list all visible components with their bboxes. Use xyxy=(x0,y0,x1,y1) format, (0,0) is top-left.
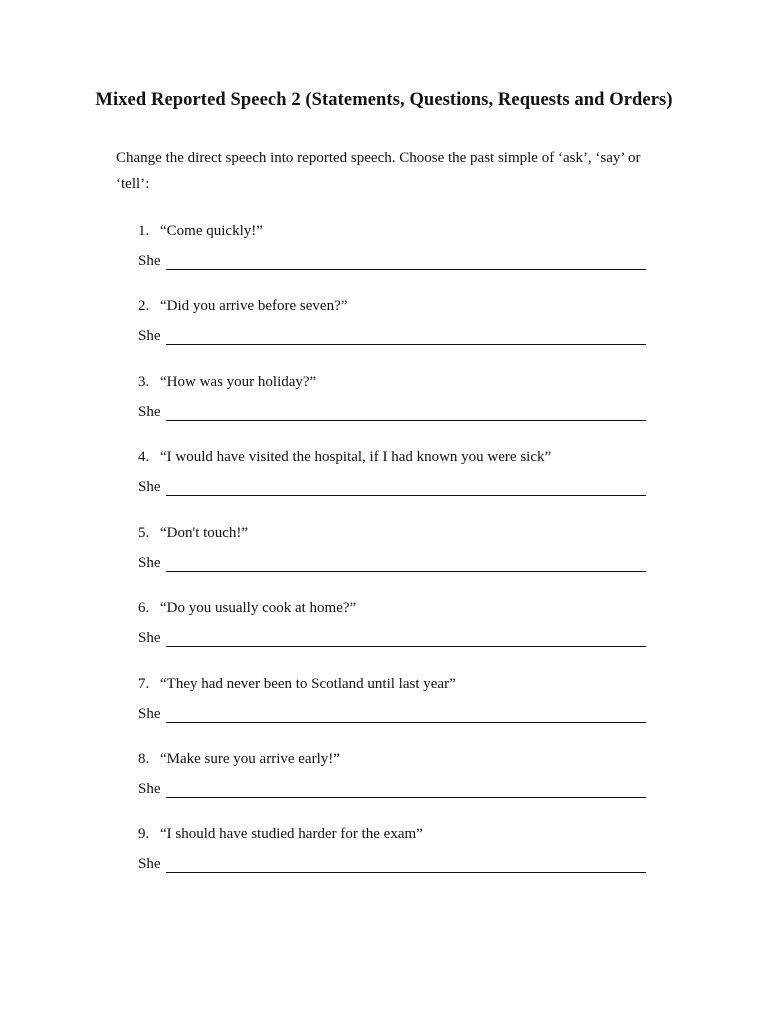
answer-line[interactable] xyxy=(166,328,647,345)
answer-prefix: She xyxy=(138,856,161,872)
answer-row xyxy=(138,772,646,798)
item-number: 7. xyxy=(138,676,150,692)
exercise-item xyxy=(138,371,646,421)
exercise-item xyxy=(138,673,646,723)
exercise-question xyxy=(138,371,646,393)
item-number: 8. xyxy=(138,751,150,767)
exercise-item xyxy=(138,220,646,270)
item-number: 9. xyxy=(138,826,150,842)
answer-line[interactable] xyxy=(166,404,647,421)
item-quote: “Did you arrive before seven?” xyxy=(160,298,348,314)
item-quote: “Do you usually cook at home?” xyxy=(160,600,357,616)
exercise-item xyxy=(138,295,646,345)
answer-prefix: She xyxy=(138,555,161,571)
answer-prefix: She xyxy=(138,706,161,722)
exercise-question xyxy=(138,522,646,544)
page-title: Mixed Reported Speech 2 (Statements, Questions, Requests and Orders) xyxy=(95,90,673,110)
exercise-item xyxy=(138,522,646,572)
answer-prefix: She xyxy=(138,404,161,420)
exercise-item xyxy=(138,597,646,647)
exercise-question xyxy=(138,673,646,695)
item-number: 1. xyxy=(138,223,150,239)
item-number: 2. xyxy=(138,298,150,314)
exercise-question xyxy=(138,823,646,845)
answer-row xyxy=(138,395,646,421)
exercise-question xyxy=(138,446,646,468)
item-quote: “Make sure you arrive early!” xyxy=(160,751,340,767)
answer-row xyxy=(138,847,646,873)
answer-line[interactable] xyxy=(166,706,647,723)
item-number: 5. xyxy=(138,525,150,541)
answer-row xyxy=(138,546,646,572)
exercise-item xyxy=(138,446,646,496)
exercise-question xyxy=(138,295,646,317)
answer-line[interactable] xyxy=(166,781,647,798)
answer-row xyxy=(138,470,646,496)
answer-line[interactable] xyxy=(166,479,647,496)
item-quote: “They had never been to Scotland until last year” xyxy=(160,676,456,692)
item-number: 3. xyxy=(138,374,150,390)
exercise-item xyxy=(138,823,646,873)
exercise-question xyxy=(138,748,646,770)
answer-row xyxy=(138,319,646,345)
item-number: 6. xyxy=(138,600,150,616)
item-quote: “Don't touch!” xyxy=(160,525,249,541)
item-number: 4. xyxy=(138,449,150,465)
answer-prefix: She xyxy=(138,253,161,269)
answer-row xyxy=(138,697,646,723)
exercise-question xyxy=(138,220,646,242)
answer-row xyxy=(138,244,646,270)
item-quote: “Come quickly!” xyxy=(160,223,263,239)
answer-line[interactable] xyxy=(166,630,647,647)
exercise-item xyxy=(138,748,646,798)
answer-line[interactable] xyxy=(166,253,647,270)
answer-line[interactable] xyxy=(166,555,647,572)
answer-prefix: She xyxy=(138,781,161,797)
item-quote: “I would have visited the hospital, if I had known you were sick” xyxy=(160,449,552,465)
answer-prefix: She xyxy=(138,328,161,344)
answer-row xyxy=(138,621,646,647)
exercise-question xyxy=(138,597,646,619)
item-quote: “How was your holiday?” xyxy=(160,374,317,390)
item-quote: “I should have studied harder for the exam” xyxy=(160,826,423,842)
answer-line[interactable] xyxy=(166,856,647,873)
instructions: Change the direct speech into reported speech. Choose the past simple of ‘ask’, ‘say’ or ‘tell’: xyxy=(116,150,641,192)
answer-prefix: She xyxy=(138,479,161,495)
answer-prefix: She xyxy=(138,630,161,646)
